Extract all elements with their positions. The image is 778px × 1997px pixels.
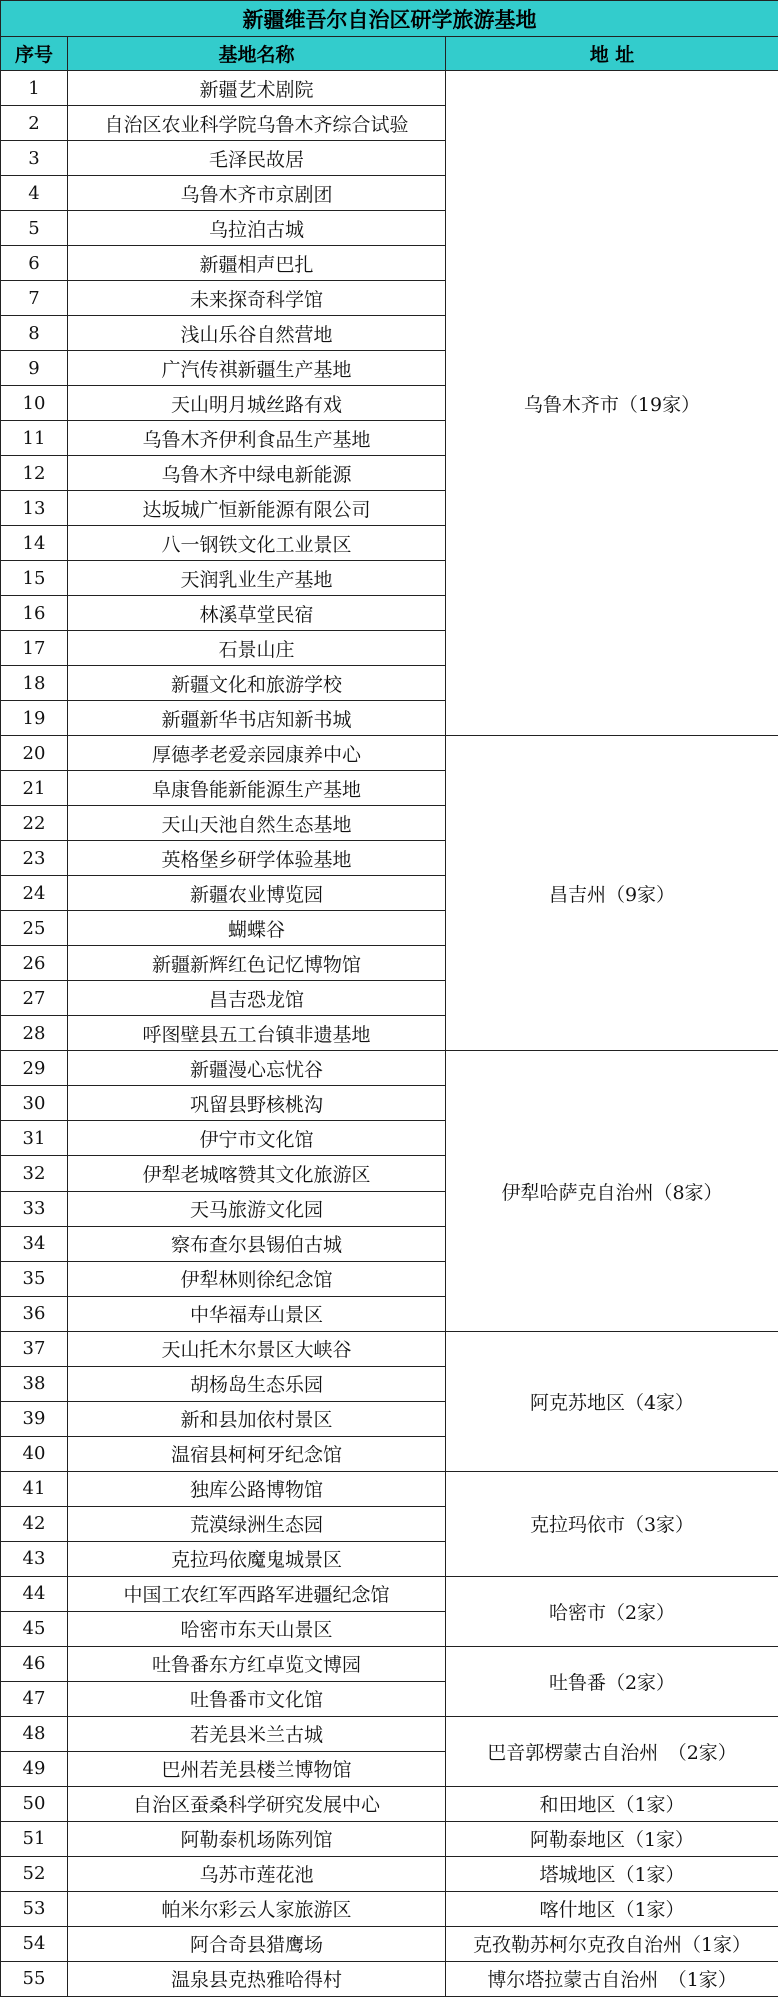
- row-index: 19: [1, 701, 68, 736]
- base-name: 新疆文化和旅游学校: [68, 666, 446, 701]
- base-name: 胡杨岛生态乐园: [68, 1366, 446, 1401]
- region-address: 哈密市（2家）: [446, 1576, 778, 1646]
- base-name: 蝴蝶谷: [68, 911, 446, 946]
- row-index: 32: [1, 1156, 68, 1191]
- base-name: 新疆新辉红色记忆博物馆: [68, 946, 446, 981]
- base-name: 毛泽民故居: [68, 141, 446, 176]
- row-index: 17: [1, 631, 68, 666]
- region-address: 塔城地区（1家）: [446, 1856, 778, 1891]
- row-index: 46: [1, 1646, 68, 1681]
- row-index: 54: [1, 1926, 68, 1961]
- row-index: 44: [1, 1576, 68, 1611]
- row-index: 39: [1, 1401, 68, 1436]
- region-address: 乌鲁木齐市（19家）: [446, 71, 778, 736]
- base-name: 八一钢铁文化工业景区: [68, 526, 446, 561]
- header-row: [1, 37, 778, 71]
- base-name: 荒漠绿洲生态园: [68, 1506, 446, 1541]
- table-row: [1, 1926, 778, 1961]
- base-name: 帕米尔彩云人家旅游区: [68, 1891, 446, 1926]
- base-name: 伊犁老城喀赞其文化旅游区: [68, 1156, 446, 1191]
- table-row: [1, 736, 778, 771]
- header-address: 地 址: [446, 37, 778, 71]
- base-name: 巴州若羌县楼兰博物馆: [68, 1751, 446, 1786]
- table-row: [1, 1786, 778, 1821]
- row-index: 20: [1, 736, 68, 771]
- base-name: 阜康鲁能新能源生产基地: [68, 771, 446, 806]
- table-row: [1, 1856, 778, 1891]
- base-name: 乌苏市莲花池: [68, 1856, 446, 1891]
- base-name: 温泉县克热雅哈得村: [68, 1961, 446, 1996]
- base-name: 中国工农红军西路军进疆纪念馆: [68, 1576, 446, 1611]
- base-name: 新疆相声巴扎: [68, 246, 446, 281]
- row-index: 47: [1, 1681, 68, 1716]
- row-index: 21: [1, 771, 68, 806]
- header-base-name: 基地名称: [68, 37, 446, 71]
- row-index: 3: [1, 141, 68, 176]
- row-index: 40: [1, 1436, 68, 1471]
- row-index: 49: [1, 1751, 68, 1786]
- region-address: 伊犁哈萨克自治州（8家）: [446, 1051, 778, 1331]
- table-row: [1, 1471, 778, 1506]
- row-index: 36: [1, 1296, 68, 1331]
- base-name: 新疆农业博览园: [68, 876, 446, 911]
- row-index: 14: [1, 526, 68, 561]
- base-name: 天山明月城丝路有戏: [68, 386, 446, 421]
- row-index: 28: [1, 1016, 68, 1051]
- base-name: 石景山庄: [68, 631, 446, 666]
- row-index: 34: [1, 1226, 68, 1261]
- table-row: [1, 1821, 778, 1856]
- row-index: 9: [1, 351, 68, 386]
- region-address: 喀什地区（1家）: [446, 1891, 778, 1926]
- base-name: 天山天池自然生态基地: [68, 806, 446, 841]
- row-index: 18: [1, 666, 68, 701]
- row-index: 30: [1, 1086, 68, 1121]
- base-name: 昌吉恐龙馆: [68, 981, 446, 1016]
- row-index: 33: [1, 1191, 68, 1226]
- header-index: 序号: [1, 37, 68, 71]
- row-index: 23: [1, 841, 68, 876]
- row-index: 24: [1, 876, 68, 911]
- base-name: 伊犁林则徐纪念馆: [68, 1261, 446, 1296]
- region-address: 阿克苏地区（4家）: [446, 1331, 778, 1471]
- base-name: 乌拉泊古城: [68, 211, 446, 246]
- base-name: 自治区蚕桑科学研究发展中心: [68, 1786, 446, 1821]
- row-index: 26: [1, 946, 68, 981]
- base-name: 阿合奇县猎鹰场: [68, 1926, 446, 1961]
- base-name: 新疆艺术剧院: [68, 71, 446, 106]
- row-index: 31: [1, 1121, 68, 1156]
- row-index: 2: [1, 106, 68, 141]
- row-index: 15: [1, 561, 68, 596]
- title-row: [1, 1, 778, 37]
- row-index: 11: [1, 421, 68, 456]
- region-address: 博尔塔拉蒙古自治州 （1家）: [446, 1961, 778, 1996]
- base-name: 英格堡乡研学体验基地: [68, 841, 446, 876]
- region-address: 阿勒泰地区（1家）: [446, 1821, 778, 1856]
- row-index: 13: [1, 491, 68, 526]
- row-index: 22: [1, 806, 68, 841]
- row-index: 37: [1, 1331, 68, 1366]
- row-index: 48: [1, 1716, 68, 1751]
- base-name: 吐鲁番东方红卓览文博园: [68, 1646, 446, 1681]
- row-index: 25: [1, 911, 68, 946]
- base-name: 广汽传祺新疆生产基地: [68, 351, 446, 386]
- region-address: 巴音郭楞蒙古自治州 （2家）: [446, 1716, 778, 1786]
- table-row: [1, 1331, 778, 1366]
- base-name: 乌鲁木齐伊利食品生产基地: [68, 421, 446, 456]
- row-index: 41: [1, 1471, 68, 1506]
- row-index: 42: [1, 1506, 68, 1541]
- base-name: 浅山乐谷自然营地: [68, 316, 446, 351]
- base-name: 自治区农业科学院乌鲁木齐综合试验: [68, 106, 446, 141]
- base-name: 天润乳业生产基地: [68, 561, 446, 596]
- row-index: 27: [1, 981, 68, 1016]
- table-row: [1, 1716, 778, 1751]
- base-name: 察布查尔县锡伯古城: [68, 1226, 446, 1261]
- region-address: 和田地区（1家）: [446, 1786, 778, 1821]
- base-name: 呼图壁县五工台镇非遗基地: [68, 1016, 446, 1051]
- base-name: 吐鲁番市文化馆: [68, 1681, 446, 1716]
- base-name: 林溪草堂民宿: [68, 596, 446, 631]
- base-name: 未来探奇科学馆: [68, 281, 446, 316]
- base-name: 伊宁市文化馆: [68, 1121, 446, 1156]
- region-address: 克孜勒苏柯尔克孜自治州（1家）: [446, 1926, 778, 1961]
- row-index: 16: [1, 596, 68, 631]
- base-name: 中华福寿山景区: [68, 1296, 446, 1331]
- row-index: 12: [1, 456, 68, 491]
- table-body: [1, 71, 778, 1997]
- base-name: 厚德孝老爱亲园康养中心: [68, 736, 446, 771]
- region-address: 吐鲁番（2家）: [446, 1646, 778, 1716]
- row-index: 50: [1, 1786, 68, 1821]
- base-name: 达坂城广恒新能源有限公司: [68, 491, 446, 526]
- row-index: 29: [1, 1051, 68, 1086]
- base-name: 天马旅游文化园: [68, 1191, 446, 1226]
- table-row: [1, 1891, 778, 1926]
- row-index: 10: [1, 386, 68, 421]
- base-name: 乌鲁木齐市京剧团: [68, 176, 446, 211]
- table-row: [1, 1051, 778, 1086]
- base-name: 乌鲁木齐中绿电新能源: [68, 456, 446, 491]
- table-row: [1, 1646, 778, 1681]
- table-row: [1, 1961, 778, 1996]
- base-name: 温宿县柯柯牙纪念馆: [68, 1436, 446, 1471]
- row-index: 5: [1, 211, 68, 246]
- region-address: 昌吉州（9家）: [446, 736, 778, 1051]
- base-name: 新疆新华书店知新书城: [68, 701, 446, 736]
- row-index: 53: [1, 1891, 68, 1926]
- row-index: 55: [1, 1961, 68, 1996]
- base-name: 天山托木尔景区大峡谷: [68, 1331, 446, 1366]
- base-name: 新和县加依村景区: [68, 1401, 446, 1436]
- row-index: 45: [1, 1611, 68, 1646]
- base-name: 克拉玛依魔鬼城景区: [68, 1541, 446, 1576]
- base-name: 独库公路博物馆: [68, 1471, 446, 1506]
- row-index: 7: [1, 281, 68, 316]
- row-index: 8: [1, 316, 68, 351]
- row-index: 35: [1, 1261, 68, 1296]
- row-index: 6: [1, 246, 68, 281]
- region-address: 克拉玛依市（3家）: [446, 1471, 778, 1576]
- table-title: 新疆维吾尔自治区研学旅游基地: [1, 1, 778, 37]
- base-name: 哈密市东天山景区: [68, 1611, 446, 1646]
- table-row: [1, 1576, 778, 1611]
- row-index: 51: [1, 1821, 68, 1856]
- row-index: 1: [1, 71, 68, 106]
- base-name: 若羌县米兰古城: [68, 1716, 446, 1751]
- table-row: [1, 71, 778, 106]
- row-index: 52: [1, 1856, 68, 1891]
- row-index: 43: [1, 1541, 68, 1576]
- base-name: 新疆漫心忘忧谷: [68, 1051, 446, 1086]
- row-index: 38: [1, 1366, 68, 1401]
- base-name: 阿勒泰机场陈列馆: [68, 1821, 446, 1856]
- row-index: 4: [1, 176, 68, 211]
- base-name: 巩留县野核桃沟: [68, 1086, 446, 1121]
